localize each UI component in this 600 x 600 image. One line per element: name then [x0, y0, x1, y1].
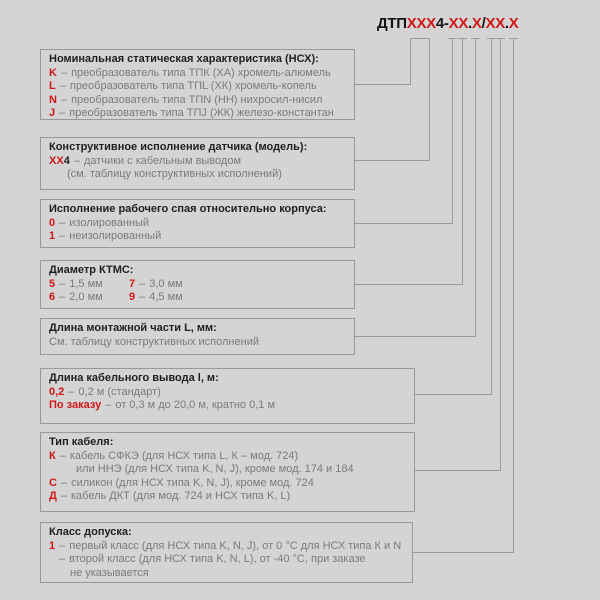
model-code-segment: ДТП [377, 15, 407, 32]
spec-box-ktms-diameter [40, 260, 355, 309]
connector-vertical-line [429, 38, 430, 161]
spec-row [76, 463, 406, 477]
connector-horizontal-line [355, 84, 411, 85]
code-value: Д [49, 490, 57, 502]
dash: – [59, 553, 66, 565]
model-code-title [377, 15, 519, 32]
spec-row [49, 217, 346, 231]
connector-vertical-line [462, 38, 463, 285]
connector-horizontal-line [355, 223, 453, 224]
code-description: силикон (для НСХ типа K, N, J), кроме мод. 724 [71, 476, 314, 489]
code-value: По заказу [49, 399, 102, 411]
spec-column-entry [129, 278, 183, 290]
connector-bracket [410, 38, 430, 39]
spec-row [49, 80, 346, 94]
connector-cap [471, 38, 480, 39]
connector-horizontal-line [355, 284, 463, 285]
code-value: 0 [49, 216, 56, 229]
spec-box-title: Исполнение рабочего спая относительно корпуса: [49, 203, 327, 215]
code-description-continued: не указывается [70, 566, 149, 579]
dash: – [73, 154, 80, 167]
spec-row [49, 336, 346, 350]
spec-column-entry [49, 291, 129, 305]
spec-box-cable-length [40, 368, 415, 424]
dash: – [60, 93, 68, 106]
code-description: от 0,3 м до 20,0 м, кратно 0,1 м [115, 399, 275, 411]
spec-row [49, 540, 404, 554]
connector-horizontal-line [355, 160, 430, 161]
dash: – [139, 277, 146, 290]
model-code-segment: . [468, 15, 472, 32]
spec-row [70, 567, 404, 581]
dash: – [60, 66, 68, 79]
code-value: 0,2 [49, 385, 65, 398]
connector-horizontal-line [355, 336, 476, 337]
spec-box-model [40, 137, 355, 190]
code-description: преобразователь типа ТПJ (ЖК) железо-константан [69, 107, 334, 119]
connector-vertical-line [513, 38, 514, 553]
code-description: 0,2 м (стандарт) [78, 385, 161, 398]
code-value: J [49, 107, 56, 119]
model-code-segment: X [508, 15, 519, 32]
connector-vertical-line [491, 38, 492, 395]
code-value: N [49, 93, 57, 106]
code-value: 6 [49, 291, 56, 303]
code-value: 1 [49, 539, 56, 552]
connector-vertical-line [452, 38, 453, 224]
connector-cap [448, 38, 457, 39]
code-description: первый класс (для НСХ типа K, N, J), от 0 °С для НСХ типа К и N [69, 539, 402, 552]
dash: – [59, 277, 66, 290]
spec-row [49, 94, 346, 108]
spec-box-cable-type [40, 432, 415, 512]
spec-box-spay [40, 199, 355, 248]
spec-row [49, 386, 406, 400]
spec-plain-text: См. таблицу конструктивных исполнений [49, 335, 259, 348]
spec-box-title: Длина кабельного вывода l, м: [49, 372, 219, 384]
code-description-continued: (см. таблицу конструктивных исполнений) [67, 168, 282, 180]
code-description: датчики с кабельным выводом [83, 154, 242, 167]
dash: – [60, 490, 67, 502]
model-code-segment: / [481, 15, 486, 32]
code-value: 7 [129, 277, 136, 290]
spec-column-entry [49, 278, 129, 292]
code-description: изолированный [69, 216, 150, 229]
spec-row [59, 553, 404, 567]
connector-horizontal-line [415, 470, 501, 471]
code-description: неизолированный [69, 230, 162, 242]
code-value: С [49, 476, 57, 489]
dash: – [59, 449, 66, 462]
spec-row [49, 399, 406, 413]
spec-box-title: Тип кабеля: [49, 436, 114, 448]
spec-row [67, 168, 346, 182]
model-code-segment: 4- [435, 15, 449, 32]
code-value: XX [49, 154, 64, 167]
connector-cap [458, 38, 467, 39]
dash: – [59, 107, 66, 119]
code-description: 1,5 мм [69, 277, 103, 290]
dash: – [59, 291, 66, 303]
code-value: L [49, 80, 56, 92]
dash: – [59, 539, 66, 552]
code-description: 2,0 мм [69, 291, 103, 303]
spec-row [49, 278, 346, 292]
spec-row [49, 450, 406, 464]
code-description: кабель СФКЭ (для НСХ типа L, К – мод. 724) [69, 449, 299, 462]
code-description: 4,5 мм [149, 291, 183, 303]
spec-box-title: Класс допуска: [49, 526, 132, 538]
dash: – [60, 476, 68, 489]
dash: – [59, 80, 66, 92]
dash: – [59, 230, 66, 242]
connector-vertical-line [475, 38, 476, 337]
spec-column-entry [129, 291, 183, 303]
spec-row [49, 230, 346, 244]
spec-box-title: Диаметр КТМС: [49, 264, 134, 276]
connector-vertical-line [410, 38, 411, 85]
spec-row [49, 67, 346, 81]
spec-box-title: Номинальная статическая характеристика (НСХ): [49, 53, 319, 65]
code-description: преобразователь типа ТПN (НН) нихросил-нисил [71, 93, 323, 106]
connector-cap [487, 38, 496, 39]
code-description-continued: или ННЭ (для НСХ типа K, N, J), кроме мод. 174 и 184 [76, 463, 354, 475]
spec-box-mount-length [40, 318, 355, 355]
model-code-segment: XX [485, 15, 505, 32]
connector-cap [496, 38, 505, 39]
spec-box-title: Конструктивное исполнение датчика (модель): [49, 141, 308, 153]
spec-row [49, 107, 346, 121]
dash: – [105, 399, 112, 411]
model-code-segment: XXX [406, 15, 436, 32]
model-code-segment: . [504, 15, 509, 32]
spec-row [49, 155, 346, 169]
spec-row [49, 490, 406, 504]
code-value: K [49, 66, 57, 79]
code-description: 3,0 мм [149, 277, 183, 290]
connector-horizontal-line [413, 552, 514, 553]
code-value: К [49, 449, 56, 462]
code-value: 5 [49, 277, 56, 290]
spec-row [49, 477, 406, 491]
code-description: преобразователь типа ТПL (ХК) хромель-копель [69, 80, 317, 92]
spec-row [49, 291, 346, 305]
model-code-segment: X [471, 15, 482, 32]
model-code-segment: XX [448, 15, 469, 32]
code-description: преобразователь типа ТПК (ХА) хромель-алюмель [71, 66, 331, 79]
connector-cap [509, 38, 518, 39]
spec-box-title: Длина монтажной части L, мм: [49, 322, 217, 334]
code-fixed-digit: 4 [63, 154, 70, 167]
dash: – [139, 291, 146, 303]
connector-horizontal-line [415, 394, 492, 395]
code-description: второй класс (для НСХ типа K, N, L), от -40 °С, при заказе [69, 553, 366, 565]
spec-box-tolerance-class [40, 522, 413, 583]
spec-box-nsh [40, 49, 355, 120]
code-value: 1 [49, 230, 56, 242]
dash: – [68, 385, 75, 398]
code-value: 9 [129, 291, 136, 303]
dash: – [59, 216, 66, 229]
code-description: кабель ДКТ (для мод. 724 и НСХ типа K, L) [70, 490, 291, 502]
connector-vertical-line [500, 38, 501, 471]
